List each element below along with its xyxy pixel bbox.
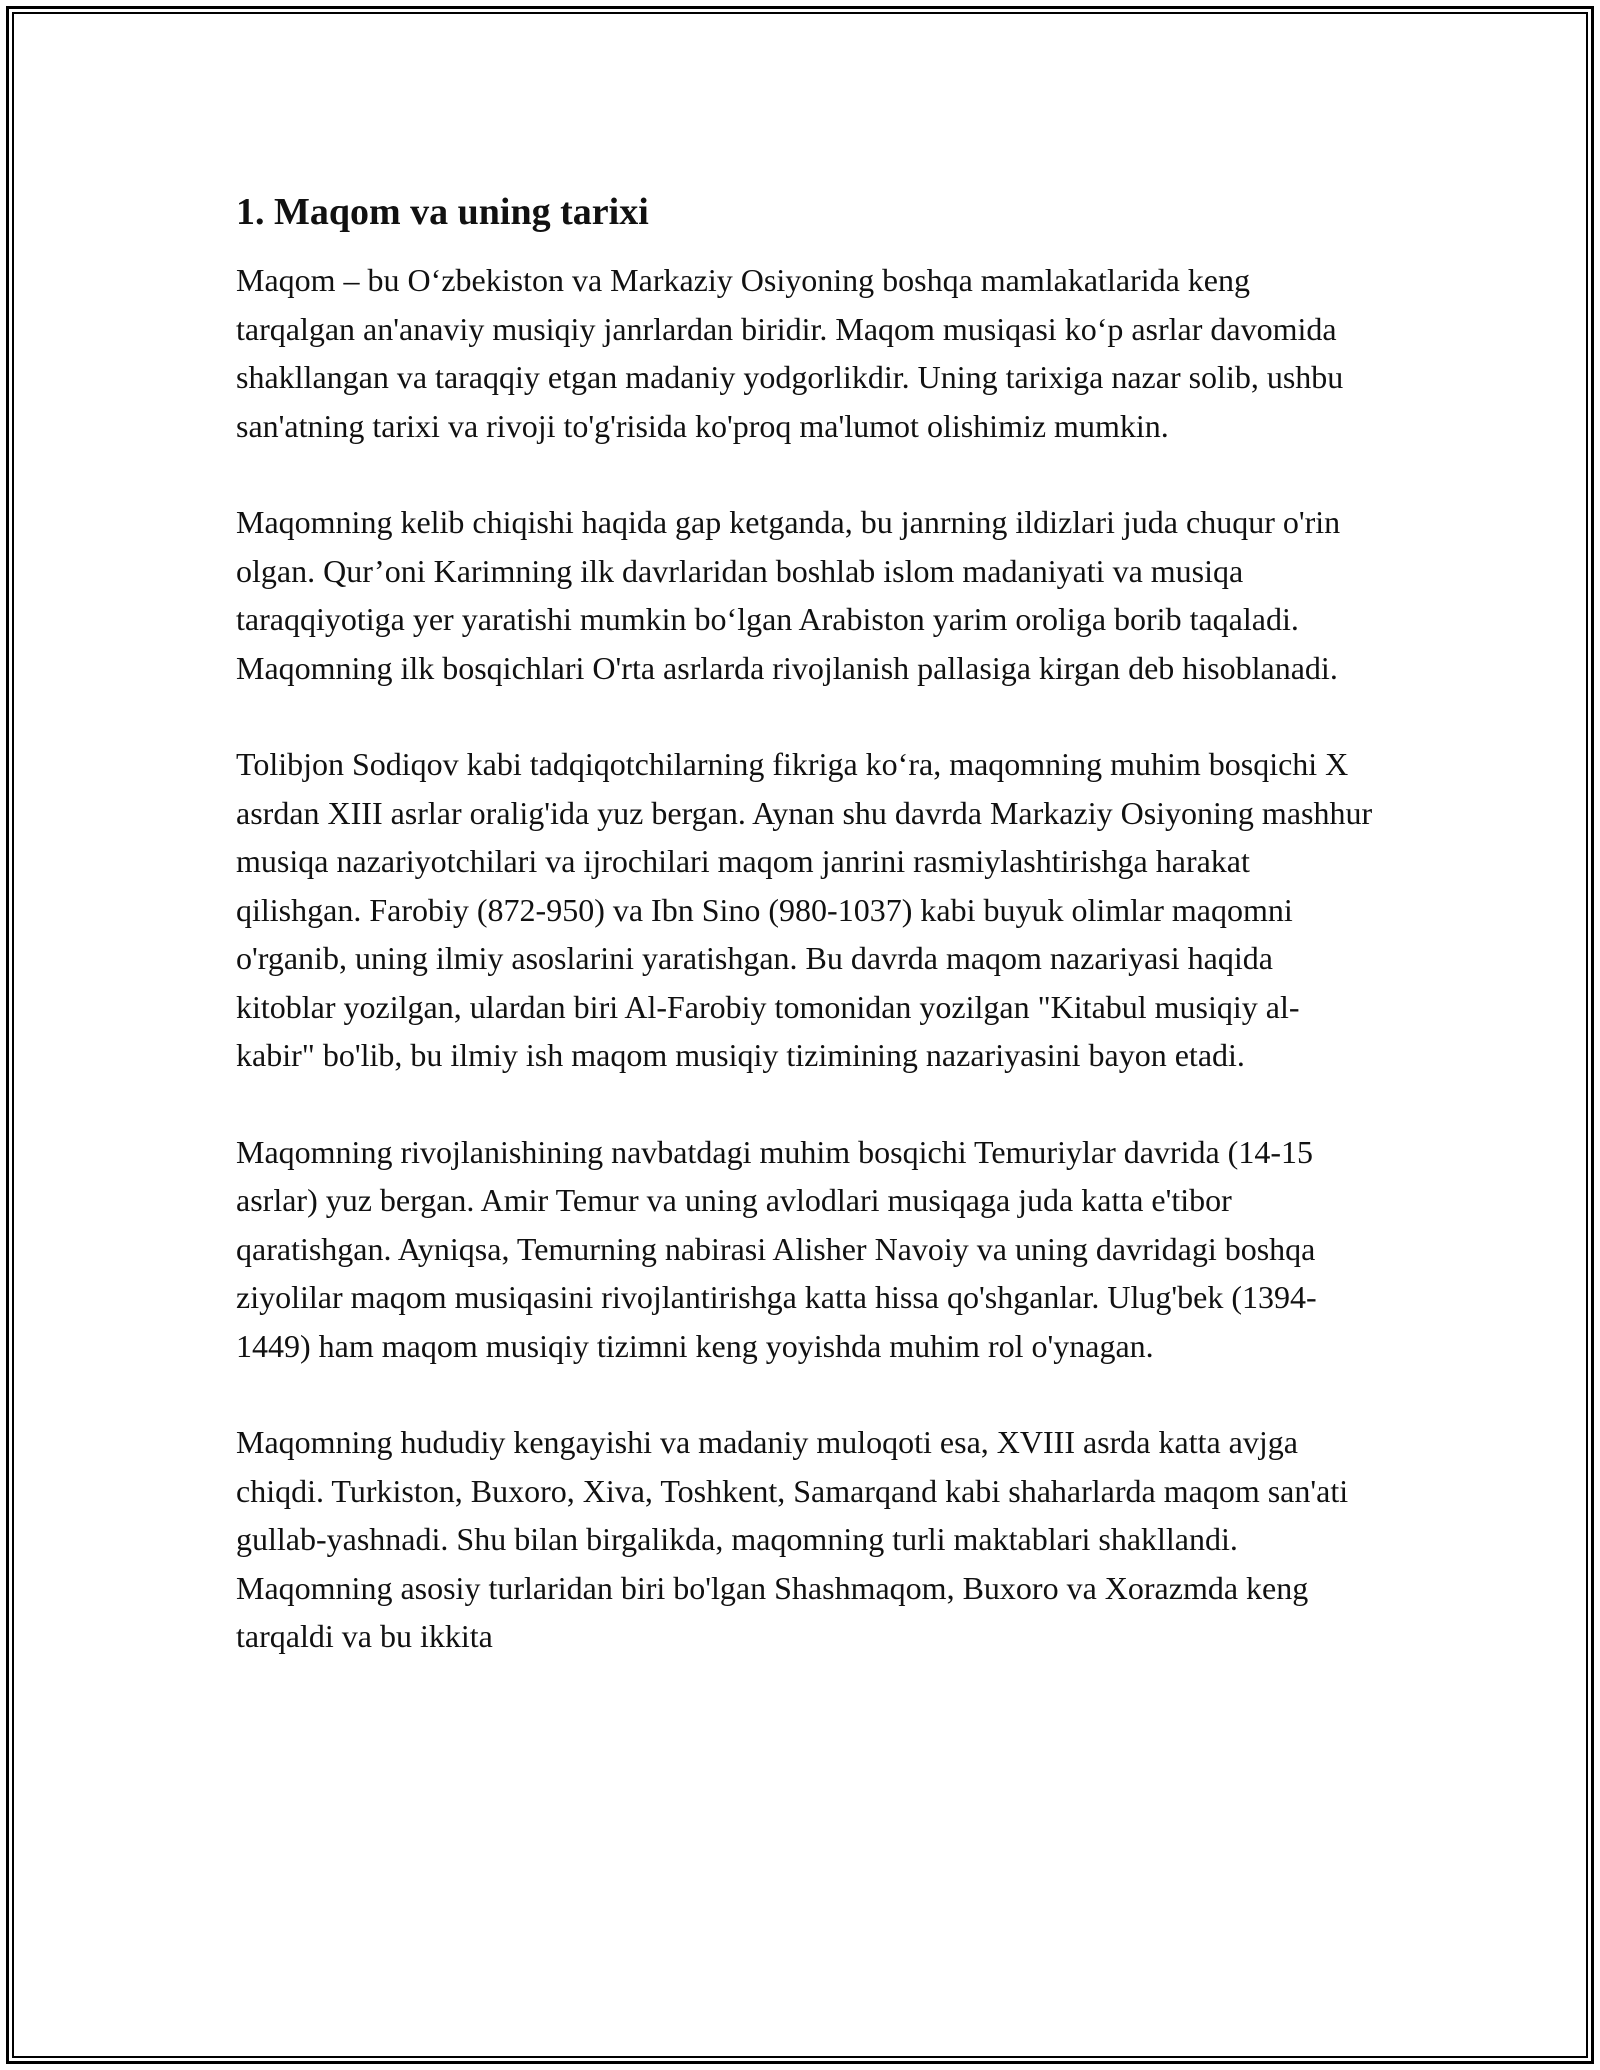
paragraph-2: Maqomning kelib chiqishi haqida gap ketganda, bu janrning ildizlari juda chuqur o'rin olgan. Qur’oni Karimning ilk davrlaridan boshlab islom madaniyati va musiqa taraqqiyotiga yer yaratishi mumkin bo‘lgan Arabiston yarim oroliga borib taqaladi. Maqomning ilk bosqichlari O'rta asrlarda rivojlanish pallasiga kirgan deb hisoblanadi. bbox=[236, 504, 1341, 686]
paragraph-3: Tolibjon Sodiqov kabi tadqiqotchilarning fikriga ko‘ra, maqomning muhim bosqichi X asrdan XIII asrlar oralig'ida yuz bergan. Aynan shu davrda Markaziy Osiyoning mashhur musiqa nazariyotchilari va ijrochilari maqom janrini rasmiylashtirishga harakat qilishgan. Farobiy (872-950) va Ibn Sino (980-1037) kabi buyuk olimlar maqomni o'rganib, uning ilmiy asoslarini yaratishgan. Bu davrda maqom nazariyasi haqida kitoblar yozilgan, ulardan biri Al-Farobiy tomonidan yozilgan "Kitabul musiqiy al-kabir" bo'lib, bu ilmiy ish maqom musiqiy tizimining nazariyasini bayon etadi. bbox=[236, 746, 1373, 1073]
paragraph-4: Maqomning rivojlanishining navbatdagi muhim bosqichi Temuriylar davrida (14-15 asrlar) yuz bergan. Amir Temur va uning avlodlari musiqaga juda katta e'tibor qaratishgan. Ayniqsa, Temurning nabirasi Alisher Navoiy va uning davridagi boshqa ziyolilar maqom musiqasini rivojlantirishga katta hissa qo'shganlar. Ulug'bek (1394-1449) ham maqom musiqiy tizimni keng yoyishda muhim rol o'ynagan. bbox=[236, 1133, 1317, 1364]
paragraph-5: Maqomning hududiy kengayishi va madaniy muloqoti esa, XVIII asrda katta avjga chiqdi. Turkiston, Buxoro, Xiva, Toshkent, Samarqand kabi shaharlarda maqom san'ati gullab-yashnadi. Shu bilan birgalikda, maqomning turli maktablari shakllandi. Maqomning asosiy turlaridan biri bo'lgan Shashmaqom, Buxoro va Xorazmda keng tarqaldi va bu ikkita bbox=[236, 1424, 1349, 1654]
paragraph-1: Maqom – bu O‘zbekiston va Markaziy Osiyoning boshqa mamlakatlarida keng tarqalgan an'anaviy musiqiy janrlardan biridir. Maqom musiqasi ko‘p asrlar davomida shakllangan va taraqqiy etgan madaniy yodgorlikdir. Uning tarixiga nazar solib, ushbu san'atning tarixi va rivoji to'g'risida ko'proq ma'lumot olishimiz mumkin. bbox=[236, 262, 1344, 444]
document-body bbox=[236, 188, 1376, 1709]
section-heading: 1. Maqom va uning tarixi bbox=[236, 191, 649, 233]
